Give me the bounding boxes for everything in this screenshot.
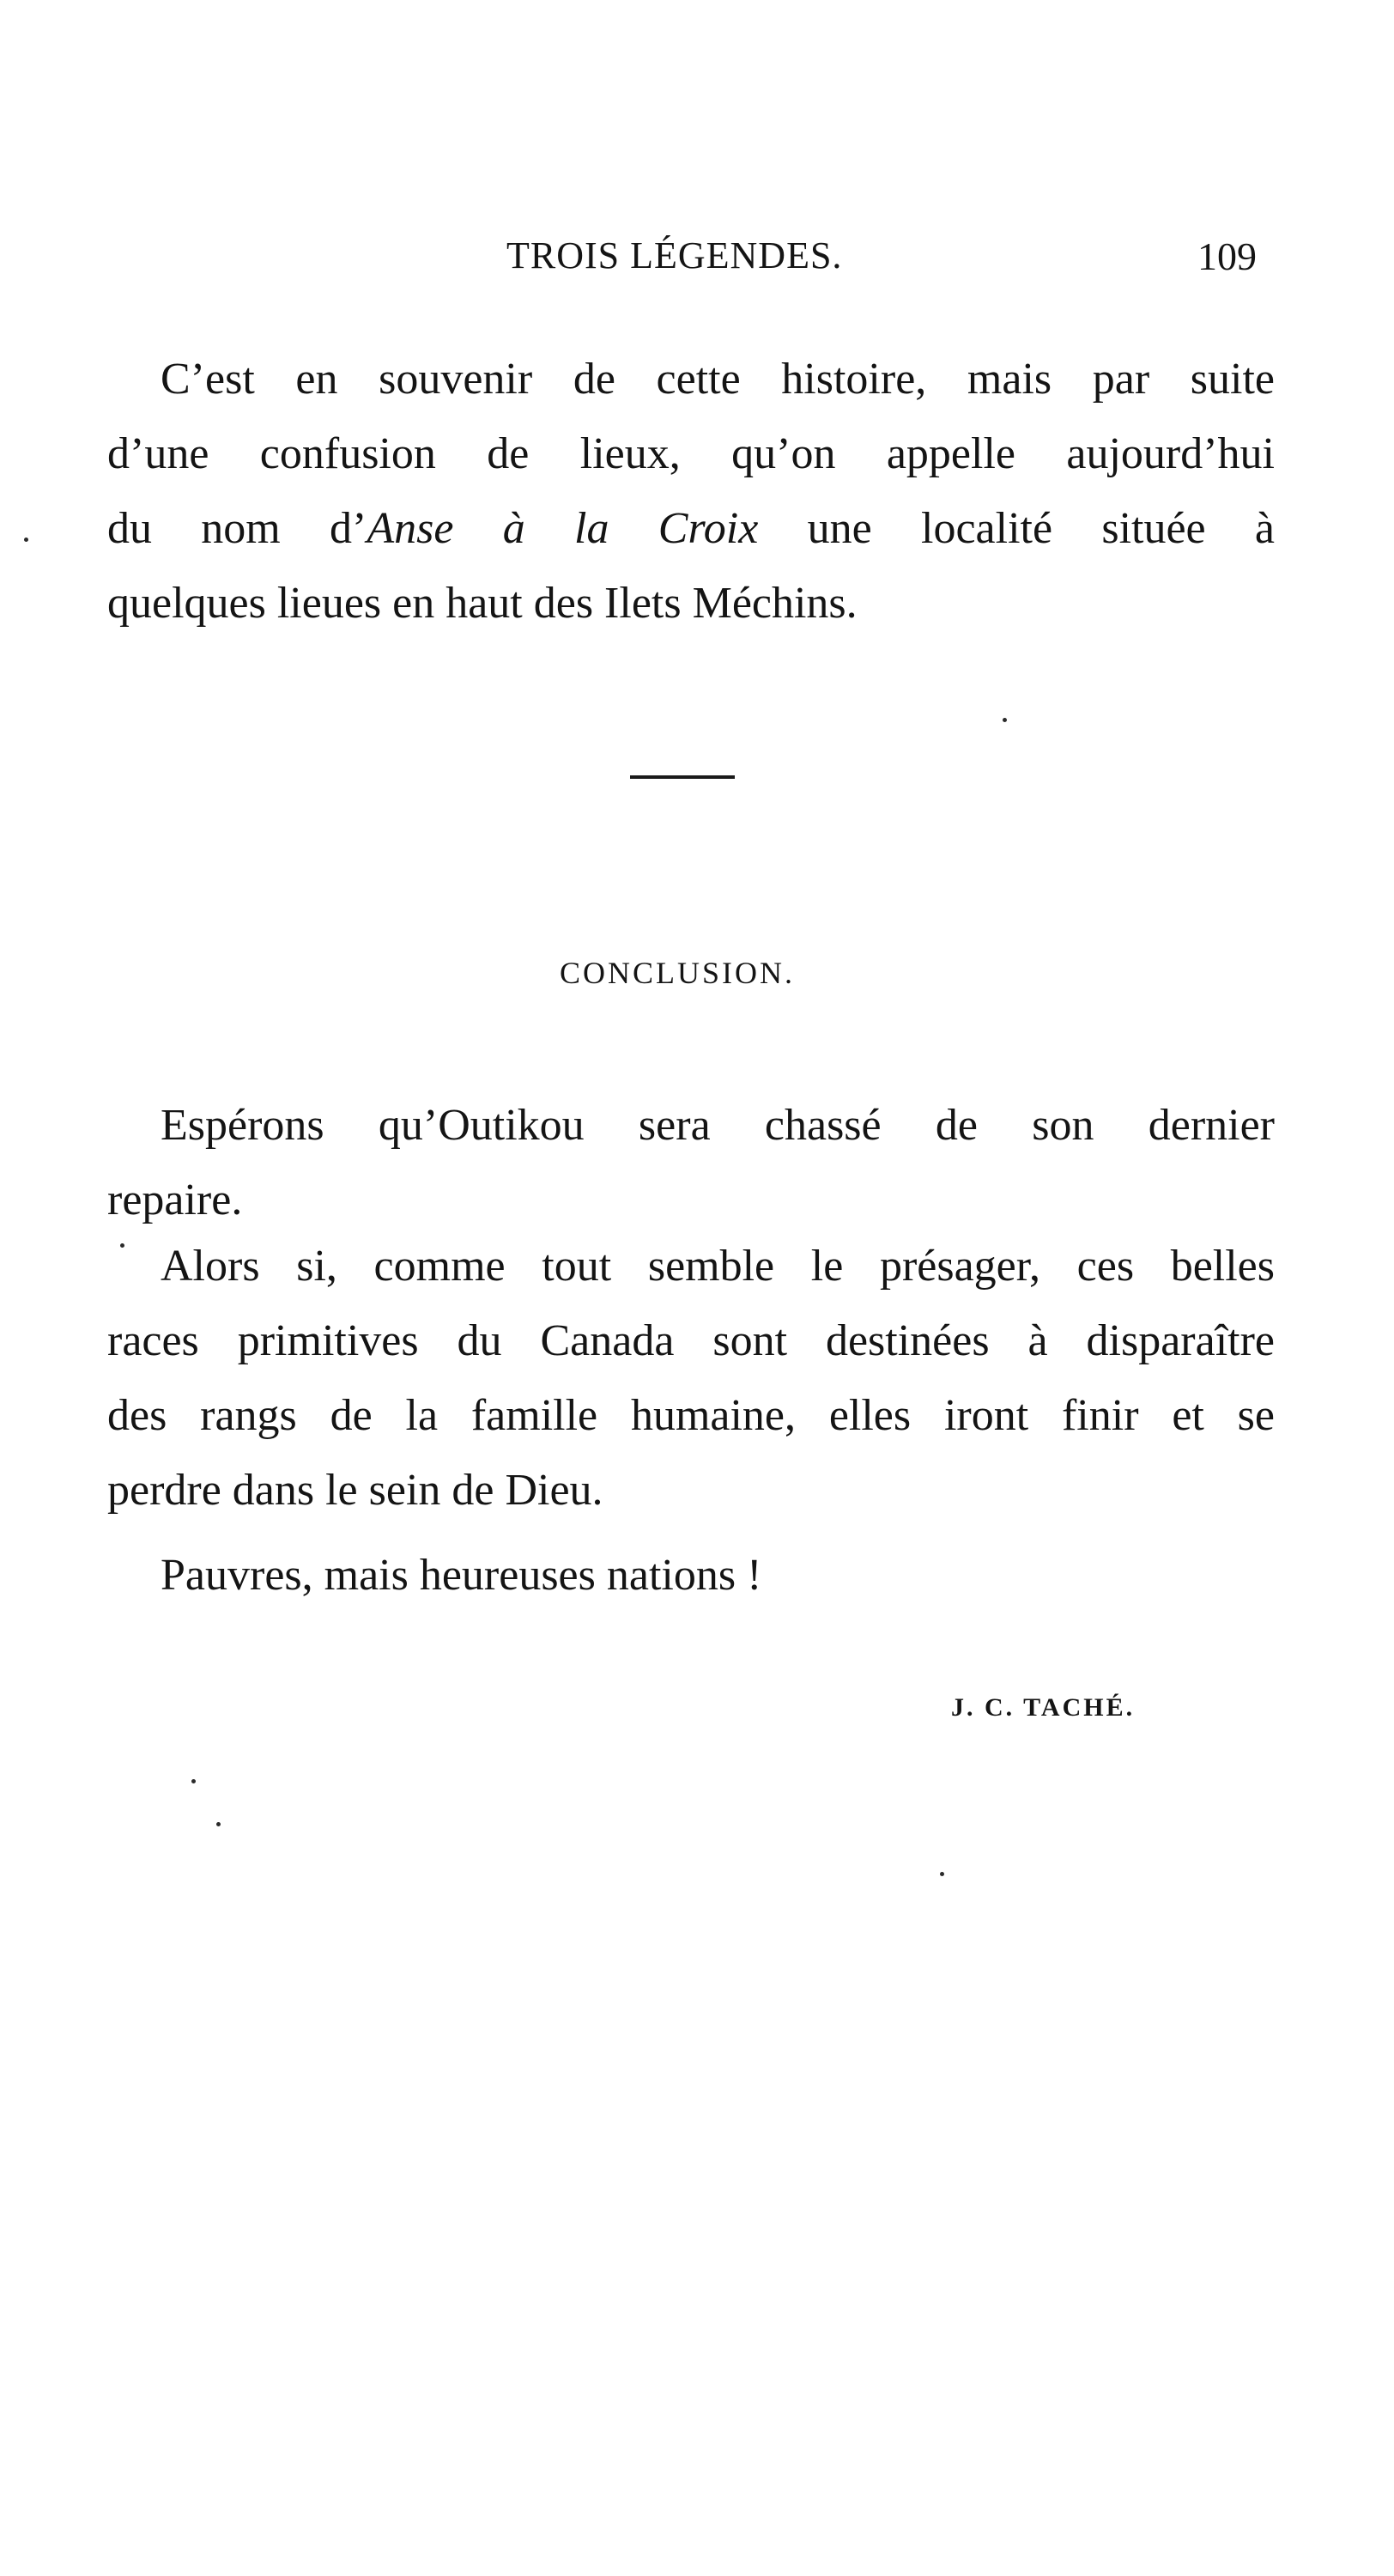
text-line: quelques lieues en haut des Ilets Méchins.: [107, 579, 858, 628]
print-speck: [24, 538, 28, 542]
page-number: 109: [1197, 234, 1257, 278]
author-signature: J. C. TACHÉ.: [951, 1693, 1136, 1722]
print-speck: [216, 1822, 221, 1826]
text-line: Alors si, comme tout semble le présager, ces belles: [161, 1242, 1275, 1291]
text-line: d’une confusion de lieux, qu’on appelle aujourd’hui: [107, 429, 1275, 478]
text-line: Pauvres, mais heureuses nations !: [161, 1551, 762, 1600]
section-heading: CONCLUSION.: [560, 956, 796, 990]
running-header: TROIS LÉGENDES.: [506, 234, 843, 276]
text-line: repaire.: [107, 1176, 243, 1224]
text-line: races primitives du Canada sont destinées à disparaître: [107, 1316, 1275, 1365]
text-line: C’est en souvenir de cette histoire, mais par suite: [161, 355, 1275, 404]
text-line: [107, 491, 1275, 566]
print-speck: [1003, 718, 1007, 722]
print-speck: [120, 1243, 124, 1248]
text-line: des rangs de la famille humaine, elles iront finir et se: [107, 1391, 1275, 1440]
place-name-italic: Anse à la Croix: [367, 504, 759, 553]
text-line: perdre dans le sein de Dieu.: [107, 1466, 603, 1515]
text-span: du nom d’: [107, 504, 367, 553]
text-line: Espérons qu’Outikou sera chassé de son dernier: [161, 1101, 1275, 1150]
print-speck: [191, 1779, 196, 1783]
paragraph-nations: [107, 1538, 1275, 1613]
paragraph-outikou: [107, 1088, 1275, 1237]
paragraph-races-primitives: [107, 1229, 1275, 1528]
section-divider: [630, 775, 735, 779]
paragraph-anse-a-la-croix: [107, 342, 1275, 641]
text-span: une localité située à: [758, 504, 1276, 553]
print-speck: [940, 1872, 944, 1876]
